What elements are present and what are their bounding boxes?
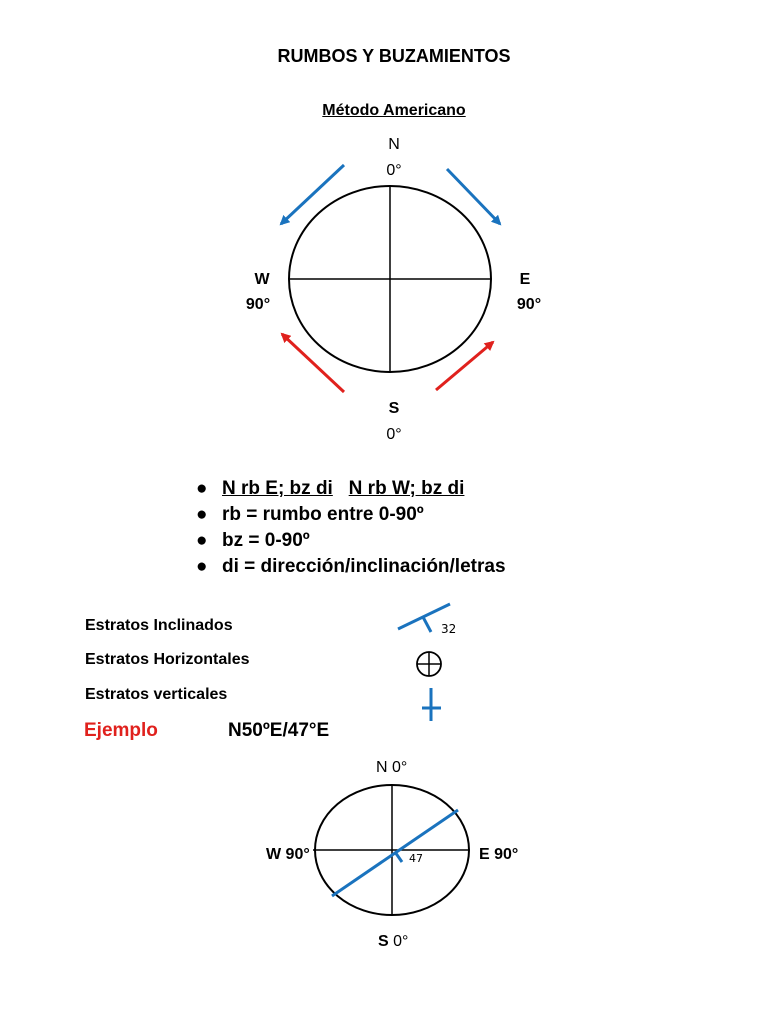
south-letter: S [388,400,400,417]
arrow-south-to-west-icon [282,334,344,392]
legend-vertical-label: Estratos verticales [85,686,228,703]
arrow-north-to-west-icon [281,165,344,224]
method-subtitle: Método Americano [322,102,466,119]
vertical-strata-icon [422,688,441,721]
arrow-north-to-east-icon [447,169,500,224]
legend-inclined-label: Estratos Inclinados [85,617,233,634]
legend-horizontal-label: Estratos Horizontales [85,651,250,668]
example-value: N50ºE/47°E [228,720,330,741]
example-south-degrees: 0° [393,933,409,950]
example-dip-tick [395,852,402,862]
horizontal-strata-icon [417,652,441,676]
example-dip-value: 47 [409,852,423,865]
example-east-label: E 90° [479,846,519,863]
west-degrees: 90° [245,296,271,313]
west-letter: W [254,271,270,288]
bullet-text-rumbo: rb = rumbo entre 0-90º [222,504,424,525]
page-title: RUMBOS Y BUZAMIENTOS [277,46,511,66]
bullet-text-direccion: di = dirección/inclinación/letras [222,556,506,577]
arrow-south-to-east-icon [436,342,493,390]
bullet-text-buzamiento: bz = 0-90º [222,530,310,551]
example-label: Ejemplo [84,720,158,741]
bullet-text-west: N rb W; bz di [348,478,465,499]
north-degrees: 0° [386,162,402,179]
south-degrees: 0° [386,426,402,443]
example-south-letter: S [378,933,389,950]
example-north-label: N 0° [376,759,408,776]
bullet-icon: ● [196,556,208,577]
east-letter: E [519,271,531,288]
bullet-text-east: N rb E; bz di [222,478,333,499]
bullet-icon: ● [196,530,208,551]
bullet-icon: ● [196,504,208,525]
east-degrees: 90° [516,296,542,313]
north-letter: N [388,136,400,153]
bullet-icon: ● [196,478,208,499]
inclined-strata-dip-value: 32 [441,622,457,636]
example-west-label: W 90° [266,846,310,863]
